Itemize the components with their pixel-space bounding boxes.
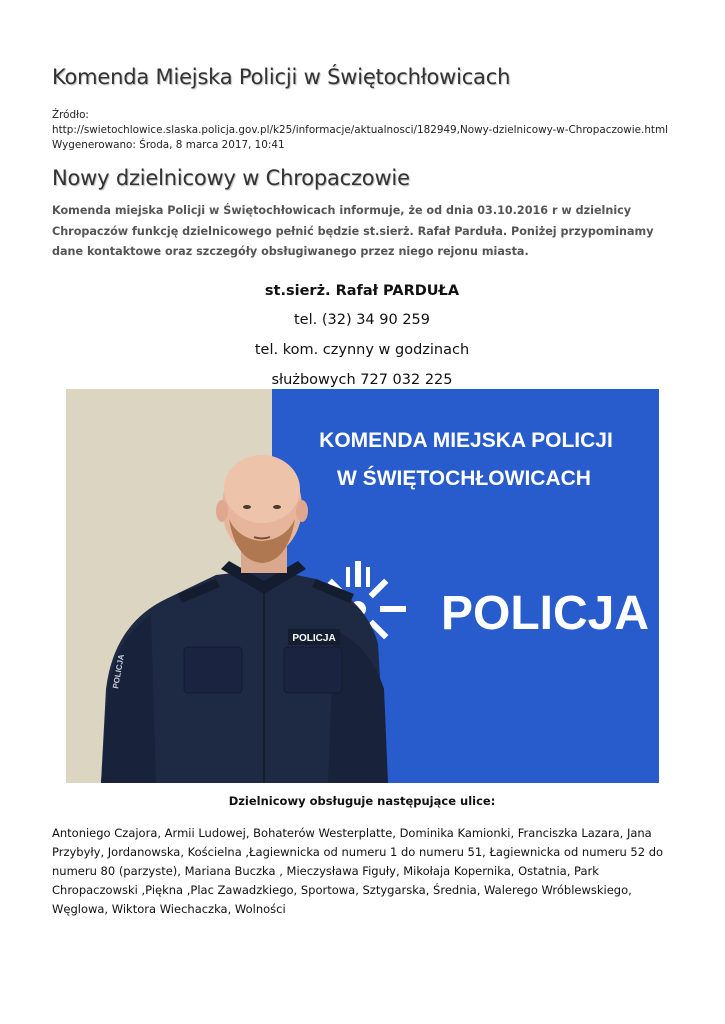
streets-heading: Dzielnicowy obsługuje następujące ulice: — [228, 794, 496, 808]
generated-date: Wygenerowano: Środa, 8 marca 2017, 10:41 — [52, 139, 285, 151]
officer-phone: tel. (32) 34 90 259 — [293, 311, 431, 328]
uniform-badge: POLICJA — [292, 633, 336, 644]
source-label: Źródło: — [52, 109, 89, 121]
officer-photo — [66, 389, 659, 783]
uniform-sleeve: POLICJA — [111, 653, 126, 690]
banner-logo-text: POLICJA — [441, 587, 650, 640]
source-url: http://swietochlowice.slaska.policja.gov.pl/k25/informacje/aktualnosci/182949,Nowy-dzielnicowy-w-Chropaczowie.html — [52, 124, 669, 136]
officer-mobile-line2: służbowych 727 032 225 — [271, 371, 453, 388]
article-title: Nowy dzielnicowy w Chropaczowie — [52, 166, 410, 190]
banner-line2: W ŚWIĘTOCHŁOWICACH — [337, 467, 591, 490]
article-lead: Komenda miejska Policji w Świętochłowicach informuje, że od dnia 03.10.2016 r w dzielnicy Chropaczów funkcję dzielnicowego pełnić będzie st.sierż. Rafał Parduła. Poniżej przypominamy dane kontaktowe oraz szczegóły obsługiwanego przez niego rejonu miasta. — [52, 204, 654, 258]
site-title: Komenda Miejska Policji w Świętochłowicach — [52, 65, 511, 89]
officer-name: st.sierż. Rafał PARDUŁA — [264, 282, 460, 299]
banner-line1: KOMENDA MIEJSKA POLICJI — [319, 429, 613, 452]
contact-block — [52, 277, 672, 395]
meta-block — [52, 108, 672, 153]
document-page — [52, 62, 672, 916]
officer-mobile-line1: tel. kom. czynny w godzinach — [254, 341, 470, 358]
streets-list: Antoniego Czajora, Armii Ludowej, Bohaterów Westerplatte, Dominika Kamionki, Franciszka Lazara, Jana Przybyły, Jordanowska, Kościelna ,Łagiewnicka od numeru 1 do numeru 51, Łagiewnicka od numeru 52 do numeru 80 (parzyste), Mariana Buczka , Mieczysława Figuły, Mikołaja Kopernika, Ostatnia, Park Chropaczowski ,Piękna ,Plac Zawadzkiego, Sportowa, Sztygarska, Średnia, Walerego Wróblewskiego, Węglowa, Wiktora Wiechaczka, Wolności — [52, 826, 664, 916]
